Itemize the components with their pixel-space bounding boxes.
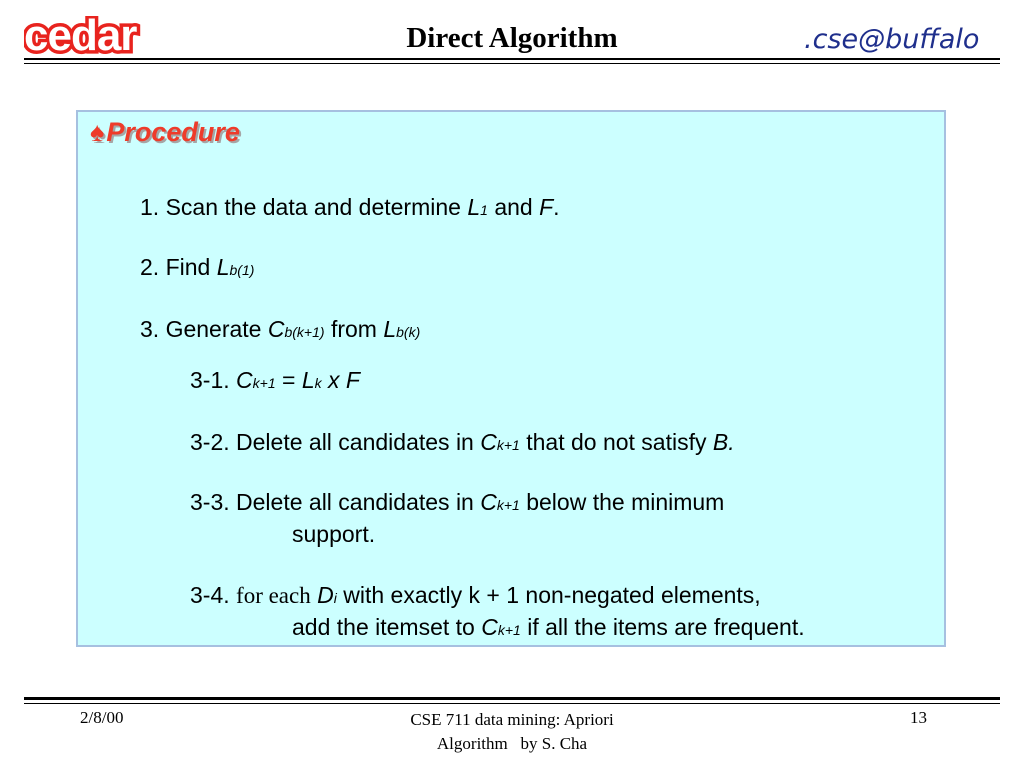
step-3-sub-1: b(k+1): [284, 324, 325, 340]
step-3-text: 3. Generate: [140, 316, 268, 342]
step-3-2-sub: k+1: [496, 437, 520, 453]
footer-page-number: 13: [910, 708, 927, 727]
step-3-1-equals: =: [275, 367, 302, 393]
footer-course: [312, 708, 712, 756]
step-1-mid: and: [487, 194, 540, 220]
step-1-var-f: F: [539, 194, 554, 220]
step-3-1: [190, 367, 360, 394]
step-3-1-sub-1: k+1: [252, 375, 276, 391]
footer-course-line-2: Algorithm by S. Cha: [436, 734, 588, 753]
cedar-logo-text: cedar: [24, 16, 137, 58]
cse-buffalo-logo: [800, 14, 1000, 78]
step-3-4-cont-sub: k+1: [497, 622, 521, 638]
step-3-4-var: D: [317, 582, 334, 608]
step-3-1-var-c: C: [236, 367, 253, 393]
step-3-1-sub-2: k: [314, 375, 322, 391]
step-3-mid: from: [324, 316, 384, 342]
step-3-1-var-l: L: [301, 367, 315, 393]
step-3-4-cont-text: add the itemset to: [292, 614, 482, 640]
page-title: Direct Algorithm: [406, 22, 618, 54]
step-3: [140, 316, 420, 343]
step-2-text: 2. Find: [140, 254, 217, 280]
step-3-4-foreach: for each: [236, 583, 311, 608]
step-3-2-var: C: [480, 429, 497, 455]
step-3-var-c: C: [267, 316, 285, 342]
step-3-sub-2: b(k): [396, 324, 421, 340]
step-2-var: L: [216, 254, 230, 280]
step-1-suffix: .: [553, 194, 560, 220]
step-3-var-l: L: [383, 316, 397, 342]
step-1-sub: 1: [480, 202, 488, 218]
step-3-3-continuation: support.: [292, 521, 376, 547]
header-rule-thin: [24, 63, 1000, 64]
step-3-4-text: 3-4.: [190, 582, 237, 608]
step-3-4-cont-var: C: [481, 614, 498, 640]
step-3-3-var: C: [480, 489, 497, 515]
footer-date: 2/8/00: [80, 708, 124, 727]
footer-rule: [24, 697, 1000, 700]
step-2: [140, 254, 254, 281]
step-3-1-var-f: F: [345, 367, 360, 393]
step-3-4-suffix: with exactly k + 1 non-negated elements,: [336, 582, 761, 608]
step-3-3-sub: k+1: [496, 497, 520, 513]
step-3-3-suffix: below the minimum: [519, 489, 725, 515]
spade-bullet-icon: ♠: [90, 117, 105, 147]
step-1-var-l: L: [467, 194, 481, 220]
step-3-1-text: 3-1.: [190, 367, 237, 393]
step-3-4-cont-suffix: if all the items are frequent.: [520, 614, 805, 640]
step-3-2-var-b: B.: [712, 429, 735, 455]
step-3-4-continuation: [292, 614, 805, 641]
step-3-1-times: x: [328, 367, 346, 393]
step-2-sub: b(1): [229, 262, 255, 278]
footer-rule-thin: [24, 703, 1000, 704]
step-3-2-suffix: that do not satisfy: [519, 429, 713, 455]
step-3-2: [190, 429, 735, 456]
procedure-heading-text: Procedure: [106, 117, 240, 147]
header-rule: [24, 58, 1000, 60]
step-1-text: 1. Scan the data and determine: [140, 194, 468, 220]
step-3-4: [190, 582, 761, 609]
step-3-4-sub: i: [333, 590, 337, 606]
procedure-heading: [90, 117, 240, 148]
step-3-3: [190, 489, 724, 516]
step-3-2-text: 3-2. Delete all candidates in: [190, 429, 481, 455]
step-1: [140, 194, 560, 221]
footer-course-line-1: CSE 711 data mining: Apriori: [410, 710, 614, 729]
cse-buffalo-logo-text: .cse@buffalo: [804, 24, 980, 55]
step-3-3-text: 3-3. Delete all candidates in: [190, 489, 481, 515]
